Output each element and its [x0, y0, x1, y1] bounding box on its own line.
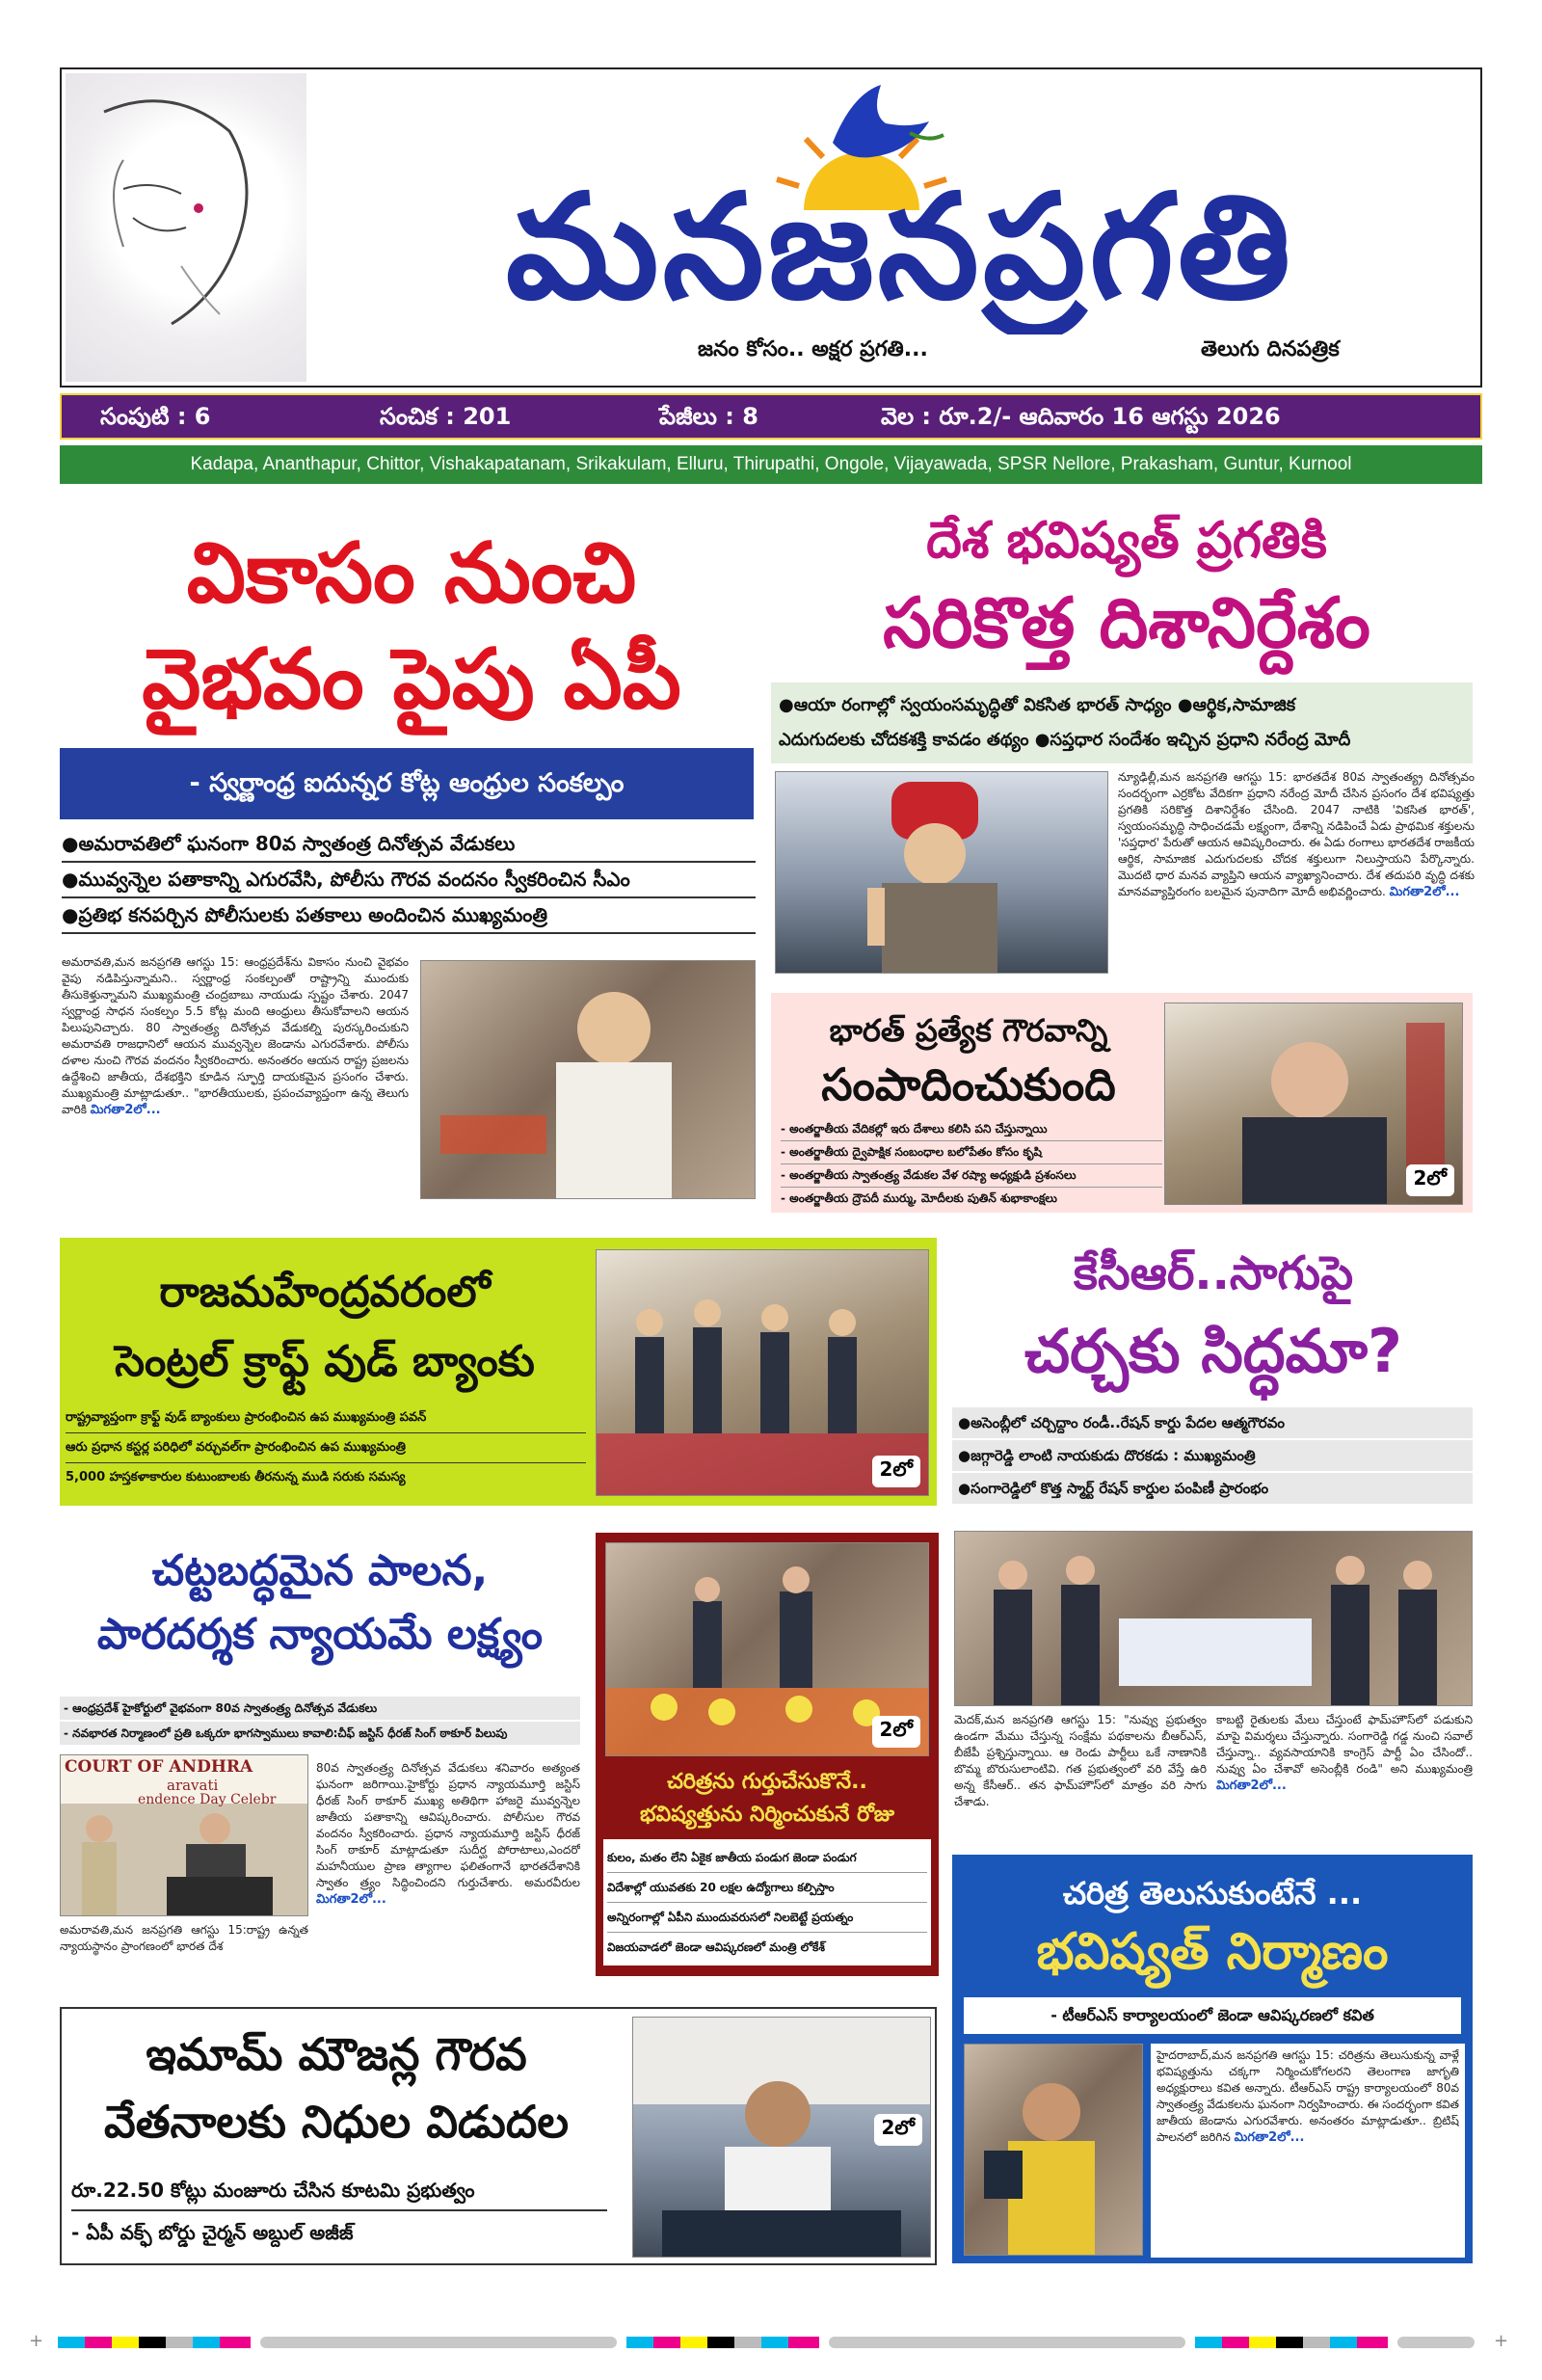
story8-headline-line1: ఇమామ్ మౌజన్ల గౌరవ [146, 2028, 527, 2080]
see-page-2-badge: 2లో [872, 1456, 921, 1487]
story2-headline: సరికొత్త దిశానిర్దేశం [883, 582, 1370, 663]
masthead-type: తెలుగు దినపత్రిక [1201, 337, 1340, 361]
masthead-title: మనజనప్రగతి [505, 164, 1295, 332]
info-bar [60, 393, 1482, 440]
story9-photo-kavitha [964, 2044, 1143, 2256]
story6-bullet: - ఆంధ్రప్రదేశ్ హైకోర్టులో వైభవంగా 80వ స్వాతంత్ర్య దినోత్సవ వేడుకలు [60, 1697, 580, 1722]
continued-link[interactable]: మిగతా2లో... [1216, 1778, 1287, 1793]
story1-headline-line1: వికాసం నుంచి [186, 525, 637, 622]
story3-photo-putin [1164, 1003, 1463, 1205]
story7-box [596, 1533, 939, 1976]
story6-bullets [60, 1697, 580, 1745]
volume-number: సంపుటి : 6 [100, 403, 211, 430]
masthead-sketch [66, 73, 306, 382]
story2-bullets-box [771, 682, 1473, 763]
story4-bullets [66, 1404, 586, 1492]
page-count: పేజీలు : 8 [659, 403, 758, 430]
story9-box [952, 1855, 1473, 2263]
story7-bullet: కులం, మతం లేని ఏకైక జాతీయ పండుగ జెండా పండుగ [607, 1843, 927, 1873]
story2-bullet-line: ●ఆయా రంగాల్లో స్వయంసమృద్ధితో వికసిత భారత్ సాధ్యం ●ఆర్థిక,సామాజిక [779, 695, 1296, 715]
story6-body-right: 80వ స్వాతంత్ర్య దినోత్సవ వేడుకలు శనివారం అత్యంత ఘనంగా జరిగాయి.హైకోర్టు ప్రధాన న్యాయమూర్తి జస్టిస్ ధీరజ్ సింగ్ ఠాకూర్ ముఖ్య అతిథిగా హాజరై మువ్వన్నెల జాతీయ పతాకాన్ని ఆవిష్కరించారు. పోలీసుల గౌరవ వందనం స్వీకరించారు. ప్రధాన న్యాయమూర్తి జస్టిస్ ధీరజ్ సింగ్ ఠాకూర్ మాట్లాడుతూ సుదీర్ఘ పోరాటాలు,ఎందరో మహనీయుల ప్రాణ త్యాగాల ఫలితంగానే భారతదేశానికి స్వాతం త్ర్యం సిద్ధించిందని గుర్తుచేశారు. అమరవీరుల మిగతా2లో... [316, 1761, 580, 1907]
color-swatch-bar [58, 2337, 251, 2348]
story4-box [60, 1238, 937, 1506]
grey-bar [260, 2337, 617, 2348]
story2-bullet-line: ఎదుగుదలకు చోదకశక్తి కావడం తథ్యం ●సప్తధార సందేశం ఇచ్చిన ప్రధాని నరేంద్ర మోదీ [779, 730, 1351, 750]
story6-body-left: అమరావతి,మన జనప్రగతి ఆగస్టు 15:రాష్ట్ర ఉన్నత న్యాయస్థానం ప్రాంగణంలో భారత దేశ [60, 1923, 308, 1953]
story4-bullet: ఆరు ప్రధాన కస్టర్ల పరిధిలో వర్చువల్‌గా ప్రారంభించిన ఉప ముఖ్యమంత్రి [66, 1433, 586, 1463]
story8-photo-waqf-chairman [632, 2017, 931, 2258]
story4-headline-line1: రాజమహేంద్రవరంలో [159, 1268, 491, 1317]
story1-body: అమరావతి,మన జనప్రగతి ఆగస్టు 15: ఆంధ్రప్రదేశ్‌ను వికాసం నుంచి వైభవం వైపు నడిపిస్తున్నామని.. స్వర్ణాంధ్ర సంకల్పంతో రాష్ట్రాన్ని ముందుకు తీసుకెళ్తున్నామని ముఖ్యమంత్రి చంద్రబాబు నాయుడు స్పష్టం చేశారు. 2047 స్వర్ణాంధ్ర సాధన సంకల్పం 5.5 కోట్ల మంది ఆంధ్రులు తీసుకోవాలని ఆయన పిలుపునిచ్చారు. 80 స్వాతంత్ర్య దినోత్సవ వేడుకల్ని పురస్కరించుకుని అమరావతి రాజధానిలో ఆయన మువ్వన్నెల జెండాను ఎగురవేశారు. పోలీసు దళాల నుంచి గౌరవ వందనం స్వీకరించారు. అనంతరం ఆయన రాష్ట్ర ప్రజలను ఉద్దేశించి జాతీయ, దేశభక్తిని కూడిన స్ఫూర్తి దాయకమైన ప్రసంగం చేశారు. ముఖ్యమంత్రి మాట్లాడుతూ.. "భారతీయులకు, ప్రపంచవ్యాప్తంగా ఉన్న తెలుగు వారికి మిగతా2లో... [62, 955, 409, 1117]
story1-bullet: ●మువ్వన్నెల పతాకాన్ని ఎగురవేసి, పోలీసు గౌరవ వందనం స్వీకరించిన సీఎం [62, 863, 756, 898]
court-banner-text: endence Day Celebr [138, 1792, 277, 1807]
crosshair-icon: + [1494, 2331, 1509, 2351]
story3-headline-line2: సంపాదించుకుంది [821, 1058, 1116, 1110]
story6-headline-line2: పారదర్శక న్యాయమే లక్ష్యం [96, 1610, 544, 1659]
story8-line1: రూ.22.50 కోట్లు మంజూరు చేసిన కూటమి ప్రభుత్వం [71, 2171, 607, 2211]
story7-bullet: విదేశాల్లో యువతకు 20 లక్షల ఉద్యోగాలు కల్పిస్తాం [607, 1873, 927, 1903]
continued-link[interactable]: మిగతా2లో... [1234, 2130, 1305, 2145]
story2-kicker: దేశ భవిష్యత్ ప్రగతికి [926, 512, 1327, 570]
story3-bullet: - అంతర్జాతీయ వేదికల్లో ఇరు దేశాలు కలిసి పని చేస్తున్నాయి [781, 1118, 1162, 1141]
story7-caption-line1: చరిత్రను గుర్తుచేసుకొనే.. [667, 1770, 867, 1794]
masthead [60, 67, 1482, 388]
story6-photo-high-court [60, 1754, 308, 1916]
story5-bullet: ●అసెంబ్లీలో చర్చిద్దాం రండీ..రేషన్ కార్డు పేదల ఆత్మగౌరవం [952, 1407, 1473, 1440]
crosshair-icon: + [29, 2331, 44, 2351]
print-registration-strip [29, 2333, 1513, 2352]
grey-bar [829, 2337, 1185, 2348]
story7-bullet: అన్నిరంగాల్లో ఏపీని ముందువరుసలో నిలబెట్టే ప్రయత్నం [607, 1903, 927, 1933]
continued-link[interactable]: మిగతా2లో... [90, 1103, 161, 1117]
story8-box [60, 2007, 937, 2265]
story9-headline-line1: చరిత్ర తెలుసుకుంటేనే ... [1062, 1875, 1363, 1912]
story5-headline-line1: కేసీఆర్..సాగుపై [1073, 1246, 1354, 1300]
story1-bullet: ●అమరావతిలో ఘనంగా 80వ స్వాతంత్ర దినోత్సవ వేడుకలు [62, 827, 756, 863]
story1-bullet: ●ప్రతిభ కనపర్చిన పోలీసులకు పతకాలు అందించిన ముఖ్యమంత్రి [62, 898, 756, 934]
story8-line2: - ఏపీ వక్ఫ్ బోర్డు చైర్మన్ అబ్దుల్ అజీజ్ [71, 2221, 354, 2244]
color-swatch-bar [626, 2337, 819, 2348]
court-banner-text: aravati [167, 1777, 219, 1794]
story5-body-left: మెదక్,మన జనప్రగతి ఆగస్టు 15: "నువ్వు ప్రభుత్వం ఉండగా మేము చేస్తున్న సంక్షేమ పథకాలను బీఆర్ఎస్, బీజేపీ ప్రశ్నిస్తున్నాయి. ఆ రెండు పార్టీలు ఒకే నాణానికి బొమ్మ బొరుసులాంటివి. గత ప్రభుత్వంలో వరి వేస్తే ఉరి అన్న కేసీఆర్.. తన ఫామ్‌హౌస్‌లో మాత్రం వరి సాగు చేశాడు. [954, 1713, 1207, 1808]
story5-bullet: ●సంగారెడ్డిలో కొత్త స్మార్ట్ రేషన్ కార్డుల పంపిణీ ప్రారంభం [952, 1473, 1473, 1504]
story1-subhead-band: - స్వర్ణాంధ్ర ఐదున్నర కోట్ల ఆంధ్రుల సంకల్పం [60, 748, 754, 819]
story4-photo-inauguration [596, 1249, 929, 1496]
masthead-tagline: జనం కోసం.. అక్షర ప్రగతి... [698, 337, 928, 361]
story7-bullet: విజయవాడలో జెండా ఆవిష్కరణలో మంత్రి లోకేశ్ [607, 1940, 825, 1954]
cities-bar: Kadapa, Ananthapur, Chittor, Vishakapatanam, Srikakulam, Elluru, Thirupathi, Ongole, Vijayawada, SPSR Nellore, Prakasham, Guntur, Kurnool [60, 445, 1482, 484]
story7-bullets [603, 1839, 931, 1966]
story5-body-right: కాబట్టి రైతులకు మేలు చేస్తుంటే ఫామ్‌హౌస్‌లో పడుకుని మాపై విమర్శలు చేస్తున్నారు. సంగారెడ్డి గడ్డ నుంచి సవాల్ చేస్తున్నా.. వ్యవసాయానికి కాంగ్రెస్ పార్టీ ఏం చేసిందో.. నువ్వు ఏం చేశావో అసెంబ్లీకి రండి" అని ముఖ్యమంత్రి మిగతా2లో... [1216, 1713, 1473, 1793]
color-swatch-bar [1195, 2337, 1388, 2348]
story9-subhead: - టీఆర్ఎస్ కార్యాలయంలో జెండా ఆవిష్కరణలో కవిత [964, 1997, 1461, 2034]
story2-body: న్యూఢిల్లీ,మన జనప్రగతి ఆగస్టు 15: భారతదేశ 80వ స్వాతంత్య్ర దినోత్సవం సందర్భంగా ఎర్రకోట వేదికగా ప్రధాని నరేంద్ర మోదీ చేసిన ప్రసంగం దేశ భవిష్యత్తు ప్రగతికి సరికొత్త దిశానిర్దేశం చేసింది. 2047 నాటికి 'వికసిత భారత్', స్వయంసమృద్ధి సాధించడమే లక్ష్యంగా, దేశాన్ని నడిపించే ఏడు ప్రాథమిక శక్తులను 'సప్తధార' పేరుతో ఆయన ఆవిష్కరించారు. ఈ ఏడు రంగాలు భారతదేశ రాజకీయ ఆర్థిక, సామాజిక ఎదుగుదలకు చోదక శక్తులుగా నిలుస్తాయని పేర్కొన్నారు. మొదటి ధార మనవ వ్యాప్తిని ఆయన వ్యాఖ్యానించారు. దేశ తదుపరి వృద్ధి దశకు మానవవ్యాప్తిరంగం బలమైన పునాదిగా మోదీ అభివర్ణించారు. మిగతా2లో... [1118, 770, 1475, 899]
story3-bullet: - అంతర్జాతీయ స్వాతంత్ర్య వేడుకల వేళ రష్యా అధ్యక్షుడి ప్రశంసలు [781, 1164, 1162, 1188]
price-date: వెల : రూ.2/- ఆదివారం 16 ఆగస్టు 2026 [881, 403, 1281, 430]
story7-caption-line2: భవిష్యత్తును నిర్మించుకునే రోజు [639, 1803, 895, 1827]
story9-body: హైదరాబాద్,మన జనప్రగతి ఆగస్టు 15: చరిత్రను తెలుసుకున్న వాళ్లే భవిష్యత్తును చక్కగా నిర్మించుకోగలరని తెలంగాణ జాగృతి అధ్యక్షురాలు కవిత అన్నారు. టీఆర్ఎస్ రాష్ట్ర కార్యాలయంలో 80వ స్వాతంత్ర్య వేడుకలను ఘనంగా నిర్వహించారు. ఈ సందర్భంగా కవిత జాతీయ జెండాను ఎగురవేశారు. అనంతరం మాట్లాడుతూ.. బ్రిటిష్ పాలనలో జరిగిన మిగతా2లో... [1156, 2048, 1459, 2145]
see-page-2-badge: 2లో [872, 1716, 921, 1748]
story1-headline-line2: వైభవం పైపు ఏపీ [142, 631, 681, 728]
story5-photo-ration-cards [954, 1531, 1473, 1706]
story5-bullet: ●జగ్గారెడ్డి లాంటి నాయకుడు దొరకడు : ముఖ్యమంత్రి [952, 1440, 1473, 1473]
story6-bullet: - నవభారత నిర్మాణంలో ప్రతి ఒక్కరూ భాగస్వాములు కావాలి:చీఫ్ జస్టిస్ ధీరజ్ సింగ్ ఠాకూర్ పిలుపు [60, 1722, 580, 1745]
story6-headline-line1: చట్టబద్ధమైన పాలన, [151, 1546, 489, 1595]
see-page-2-badge: 2లో [874, 2114, 923, 2146]
continued-link[interactable]: మిగతా2లో... [1389, 885, 1460, 899]
story3-box [771, 993, 1473, 1213]
story7-photo-flag-hoisting [605, 1542, 929, 1756]
story4-bullet: రాష్ట్రవ్యాప్తంగా క్రాఫ్ట్ వుడ్ బ్యాంకులు ప్రారంభించిన ఉప ముఖ్యమంత్రి పవన్ [66, 1404, 586, 1433]
story8-headline-line2: వేతనాలకు నిధుల విడుదల [104, 2096, 569, 2148]
court-banner-text: COURT OF ANDHRA [65, 1757, 253, 1777]
story9-headline-line2: భవిష్యత్ నిర్మాణం [1036, 1923, 1389, 1981]
story2-photo-prime-minister [775, 771, 1108, 974]
story4-headline-line2: సెంట్రల్ క్రాఫ్ట్ వుడ్ బ్యాంకు [115, 1337, 535, 1386]
story3-bullet: - అంతర్జాతీయ ద్వైపాక్షిక సంబంధాల బలోపేతం కోసం కృషి [781, 1141, 1162, 1164]
issue-number: సంచిక : 201 [380, 403, 512, 430]
story3-headline-line1: భారత్ ప్రత్యేక గౌరవాన్ని [829, 1012, 1108, 1049]
story1-photo-chief-minister [420, 960, 756, 1199]
continued-link[interactable]: మిగతా2లో... [316, 1892, 386, 1907]
story3-bullets [781, 1118, 1162, 1210]
story4-bullet: 5,000 హస్తకళాకారుల కుటుంబాలకు తీరనున్న ముడి సరుకు సమస్య [66, 1470, 406, 1484]
story3-bullet: - అంతర్జాతీయ ద్రౌపదీ ముర్ము, మోదీలకు పుతిన్ శుభాకాంక్షలు [781, 1191, 1057, 1205]
story5-headline-line2: చర్చకు సిద్ధమా? [1024, 1316, 1402, 1386]
story1-bullets [62, 827, 756, 934]
story5-bullets [952, 1407, 1473, 1504]
grey-bar [1397, 2337, 1475, 2348]
story9-body-wrap [1151, 2044, 1465, 2258]
see-page-2-badge: 2లో [1406, 1164, 1455, 1196]
